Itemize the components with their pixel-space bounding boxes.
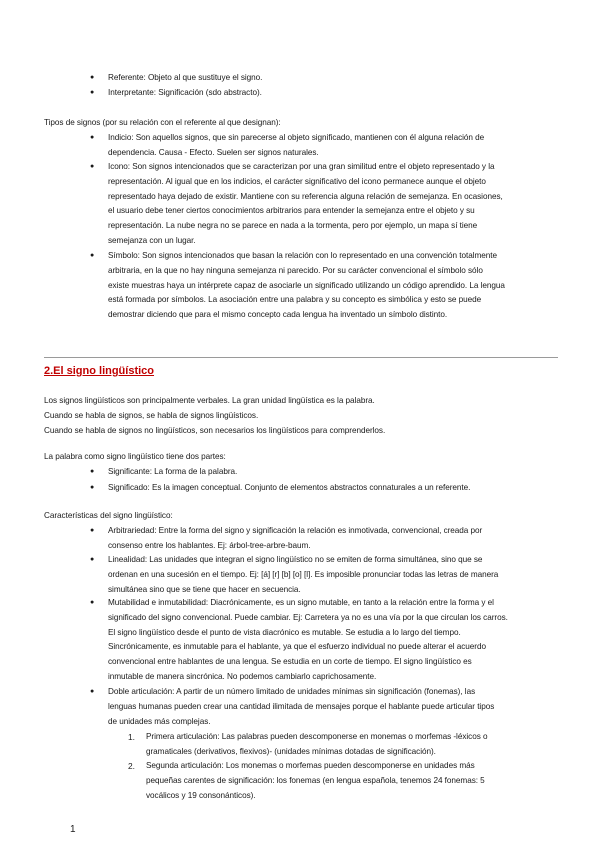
- text-line: está formada por símbolos. La asociación entre una palabra y su concepto es simbólica y esto se puede: [108, 295, 482, 305]
- text-line: Los signos lingüísticos son principalmente verbales. La gran unidad lingüística es la palabra.: [44, 396, 375, 405]
- text-line: representación. Al igual que en los indicios, el carácter significativo del icono permanece aunque el objeto: [108, 176, 486, 186]
- text-line: de unidades más complejas.: [108, 716, 211, 726]
- partes-intro: La palabra como signo lingüístico tiene dos partes:: [44, 452, 226, 461]
- text-line: existe muestras haya un intérprete capaz de asociarle un significado utilizando un código aprendido. La lengua: [108, 280, 505, 290]
- text-line: Mutabilidad e inmutabilidad: Diacrónicamente, es un signo mutable, en tanto a la relación entre la forma y el: [108, 598, 494, 607]
- text-line: simultánea sino que se tiene que hacer en secuencia.: [108, 584, 301, 594]
- bullet-icon: ●: [90, 163, 95, 170]
- caract-mutabilidad: [108, 596, 508, 685]
- text-line: significado del signo convencional. Puede cambiar. Ej: Carretera ya no es una vía por la que circulan los carros.: [108, 612, 508, 622]
- bullet-icon: ●: [90, 556, 95, 563]
- bullet-referente: Referente: Objeto al que sustituye el signo.: [108, 73, 263, 82]
- caract-linealidad: [108, 553, 498, 597]
- list-number: 1.: [128, 732, 135, 742]
- primera-articulacion: [146, 730, 487, 760]
- tipo-indicio: [108, 131, 484, 161]
- parte-significante: Significante: La forma de la palabra.: [108, 467, 238, 476]
- bullet-icon: ●: [90, 74, 95, 81]
- bullet-icon: ●: [90, 527, 95, 534]
- bullet-icon: ●: [90, 468, 95, 475]
- text-line: Arbitrariedad: Entre la forma del signo y significación la relación es inmotivada, convencional, creada por: [108, 526, 483, 535]
- bullet-icon: ●: [90, 484, 95, 491]
- text-line: arbitraria, en la que no hay ninguna semejanza ni parecido. Por su carácter convencional el símbolo sólo: [108, 265, 483, 275]
- section-divider: [44, 357, 558, 358]
- text-line: gramaticales (derivativos, flexivos)- (unidades mínimas dotadas de significación).: [146, 746, 436, 756]
- text-line: ordenan en una sucesión en el tiempo. Ej: [á] [r] [b] [o] [l]. Es imposible pronunciar todas las letras de manera: [108, 569, 499, 579]
- caract-arbitrariedad: [108, 524, 482, 554]
- bullet-icon: ●: [90, 252, 95, 259]
- text-line: pequeñas carentes de significación: los fonemas (en lengua española, tenemos 24 fonemas: 5: [146, 775, 485, 785]
- text-line: representado haya dejado de existir. Mantiene con su referencia alguna relación de semejanza. En ocasiones,: [108, 191, 503, 201]
- text-line: demostrar diciendo que para el mismo concepto cada lengua ha inventado un símbolo distinto.: [108, 310, 448, 320]
- section-intro: [44, 394, 385, 438]
- text-line: Segunda articulación: Los monemas o morfemas pueden descomponerse en unidades más: [146, 761, 475, 770]
- text-line: representación. La nube negra no se parece en nada a la tormenta, pero por ejemplo, un mapa sí tiene: [108, 221, 478, 231]
- caract-intro: Características del signo lingüístico:: [44, 511, 173, 520]
- text-line: Cuando se habla de signos no lingüísticos, son necesarios los lingüísticos para comprenderlos.: [44, 425, 386, 435]
- text-line: Linealidad: Las unidades que integran el signo lingüístico no se emiten de forma simultánea, sino que se: [108, 555, 483, 564]
- tipo-simbolo: [108, 249, 505, 323]
- text-line: El signo lingüístico desde el punto de vista diacrónico es mutable. Se estudia a lo largo del tiempo.: [108, 627, 461, 637]
- text-line: inmutable de manera sincrónica. No podemos cambiarlo caprichosamente.: [108, 671, 377, 681]
- text-line: Primera articulación: Las palabras pueden descomponerse en monemas o morfemas -léxicos o: [146, 732, 488, 741]
- text-line: lenguas humanas pueden crear una cantidad ilimitada de mensajes porque el hablante puede articular tipos: [108, 701, 495, 711]
- text-line: dependencia. Causa - Efecto. Suelen ser signos naturales.: [108, 147, 319, 157]
- bullet-icon: ●: [90, 688, 95, 695]
- text-line: Doble articulación: A partir de un número limitado de unidades mínimas sin significación (fonemas), las: [108, 687, 476, 696]
- segunda-articulacion: [146, 759, 485, 803]
- text-line: vocálicos y 19 consonánticos).: [146, 790, 256, 800]
- text-line: consenso entre los hablantes. Ej: árbol-tree-arbre-baum.: [108, 540, 311, 550]
- parte-significado: Significado: Es la imagen conceptual. Conjunto de elementos abstractos connaturales a un referente.: [108, 483, 471, 492]
- text-line: semejanza con un lugar.: [108, 235, 196, 245]
- section-heading: 2.El signo lingüístico: [44, 365, 155, 377]
- tipos-intro: Tipos de signos (por su relación con el referente al que designan):: [44, 118, 281, 127]
- bullet-interpretante: Interpretante: Significación (sdo abstracto).: [108, 88, 262, 97]
- list-number: 2.: [128, 761, 135, 771]
- bullet-icon: ●: [90, 89, 95, 96]
- text-line: el usuario debe tener ciertos conocimientos arbitrarios para entender la semejanza entre el objeto y su: [108, 206, 475, 216]
- page-number: 1: [70, 824, 76, 835]
- text-line: Símbolo: Son signos intencionados que basan la relación con lo representado en una convención totalmente: [108, 251, 497, 260]
- bullet-icon: ●: [90, 134, 95, 141]
- caract-doble-articulacion: [108, 685, 494, 729]
- tipo-icono: [108, 160, 503, 249]
- text-line: Icono: Son signos intencionados que se caracterizan por una gran similitud entre el objeto representado y la: [108, 162, 495, 171]
- text-line: Indicio: Son aquellos signos, que sin parecerse al objeto significado, mantienen con él alguna relación de: [108, 133, 485, 142]
- text-line: Cuando se habla de signos, se habla de signos lingüísticos.: [44, 410, 259, 420]
- bullet-icon: ●: [90, 599, 95, 606]
- text-line: Sincrónicamente, es inmutable para el hablante, ya que el esfuerzo individual no puede alterar el acuerdo: [108, 642, 486, 652]
- text-line: convencional entre hablantes de una lengua. Se estudia en un corte de tiempo. El signo lingüístico es: [108, 657, 472, 667]
